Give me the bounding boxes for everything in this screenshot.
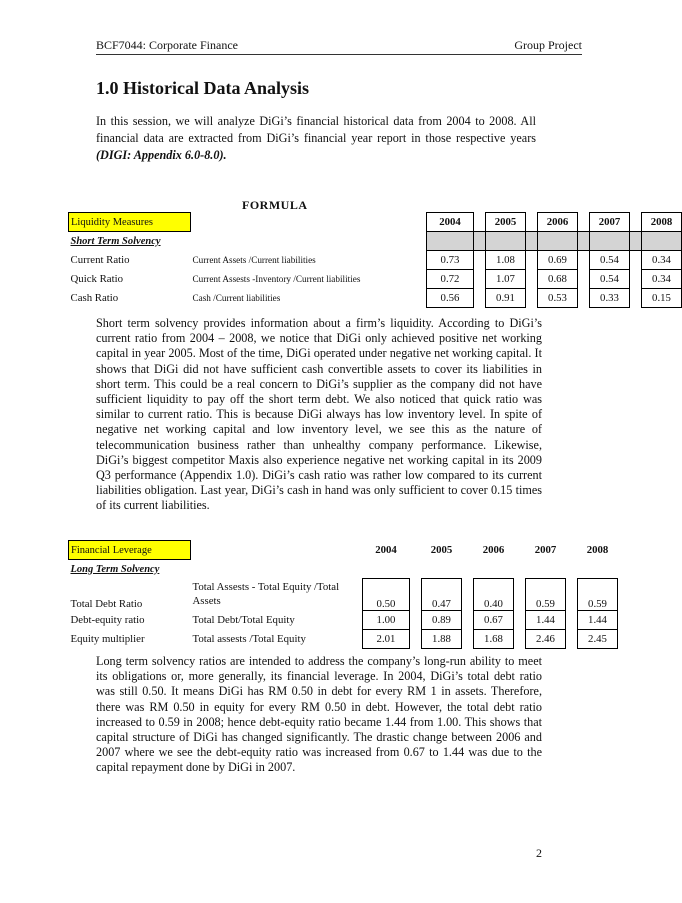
year-header: 2005 <box>430 544 453 556</box>
ratio-formula: Current Assets /Current liabilities <box>192 255 316 265</box>
table-row <box>69 289 682 308</box>
ratio-value: 0.91 <box>486 289 526 308</box>
ratio-formula: Total assests /Total Equity <box>192 632 306 645</box>
ratio-value: 0.50 <box>363 578 410 610</box>
intro-reference: (DIGI: Appendix 6.0-8.0). <box>96 148 227 162</box>
ratio-name: Current Ratio <box>70 254 130 266</box>
header-project: Group Project <box>514 38 582 52</box>
ratio-value: 0.56 <box>427 289 474 308</box>
header-course: BCF7044: Corporate Finance <box>96 38 238 52</box>
section-title: 1.0 Historical Data Analysis <box>96 78 310 98</box>
year-header: 2008 <box>586 544 609 556</box>
ratio-formula: Cash /Current liabilities <box>192 293 281 303</box>
ratio-value: 2.45 <box>578 629 618 648</box>
table-row <box>69 610 618 629</box>
ratio-value: 1.08 <box>486 251 526 270</box>
ratio-value: 1.88 <box>422 629 462 648</box>
ratio-name: Cash Ratio <box>70 292 119 304</box>
ratio-value: 1.68 <box>474 629 514 648</box>
ratio-value: 0.67 <box>474 610 514 629</box>
table-row <box>69 270 682 289</box>
ratio-formula: Total Debt/Total Equity <box>192 613 295 626</box>
ratio-value: 0.69 <box>538 251 578 270</box>
table-row <box>69 629 618 648</box>
ratio-value: 0.89 <box>422 610 462 629</box>
ratio-value: 0.33 <box>590 289 630 308</box>
ratio-value: 0.40 <box>474 578 514 610</box>
ratio-value: 0.73 <box>427 251 474 270</box>
short-term-solvency-paragraph: Short term solvency provides information about a firm’s liquidity. According to DiGi’s current ratio from 2004 – 2008, we notice that DiGi only achieved positive net working capital in year 2005. Most of the time, DiGi operated under negative net working capital. It shows that DiGi did not have sufficient cash convertible assets to cover its liabilities in short term. This could be a real concern to DiGi’s supplier as the company did not have sufficient liquidity to pay off the short term debt. We also noticed that quick ratio was similar to current ratio. This is because DiGi always has low inventory level. In spite of negative net working capital and low inventory level, we see this as the nature of telecommunication business rather than unhealthy company performance. Likewise, DiGi’s biggest competitor Maxis also experience negative net working capital in its 2009 Q3 performance (Appendix 1.0). DiGi’s cash ratio was rather low compared to its current liabilities obligation. Last year, DiGi’s cash in hand was only sufficient to cover 0.15 times of its current liabilities. <box>96 316 542 513</box>
year-header: 2004 <box>375 544 397 556</box>
ratio-name: Quick Ratio <box>70 273 123 285</box>
leverage-table <box>68 540 618 649</box>
page-number: 2 <box>536 846 542 860</box>
ratio-value: 0.15 <box>642 289 682 308</box>
ratio-value: 2.46 <box>526 629 566 648</box>
ratio-value: 2.01 <box>363 629 410 648</box>
ratio-value: 0.59 <box>578 578 618 610</box>
year-header: 2007 <box>534 544 557 556</box>
page-header <box>96 38 582 55</box>
ratio-value: 0.68 <box>538 270 578 289</box>
liquidity-table <box>68 212 682 308</box>
liquidity-subheading-row <box>69 232 682 251</box>
ratio-value: 1.44 <box>578 610 618 629</box>
year-header: 2005 <box>486 213 526 232</box>
table-row <box>69 251 682 270</box>
table-row <box>69 578 618 610</box>
ratio-name: Debt-equity ratio <box>70 613 145 626</box>
ratio-value: 1.44 <box>526 610 566 629</box>
year-header: 2008 <box>642 213 682 232</box>
ratio-value: 0.72 <box>427 270 474 289</box>
ratio-value: 1.07 <box>486 270 526 289</box>
ratio-formula: Total Assests - Total Equity /Total Assets <box>192 581 340 607</box>
liquidity-title: Liquidity Measures <box>69 213 191 232</box>
ratio-value: 0.59 <box>526 578 566 610</box>
leverage-header-row <box>69 541 618 560</box>
year-header: 2004 <box>427 213 474 232</box>
long-term-solvency-label: Long Term Solvency <box>70 563 160 575</box>
ratio-formula: Current Assests -Inventory /Current liabilities <box>192 274 361 284</box>
ratio-name: Total Debt Ratio <box>70 598 143 610</box>
short-term-solvency-label: Short Term Solvency <box>70 235 161 247</box>
ratio-value: 0.54 <box>590 251 630 270</box>
long-term-solvency-paragraph: Long term solvency ratios are intended to address the company’s long-run ability to meet its obligations or, more generally, its financial leverage. In 2004, DiGi’s total debt ratio was still 0.50. It means DiGi has RM 0.50 in debt for every RM 1 in assets. Therefore, there was RM 0.50 in equity for every RM 0.50 in debt. However, the total debt ratio increased to 0.59 in 2008; hence debt-equity ratio became 1.44 from 1.00. This shows that capital structure of DiGi has changed significantly. The drastic change between 2006 and 2007 where we see the debt-equity ratio was increased from 0.67 to 1.44 was due to the capital repayment done by DiGi in 2007. <box>96 654 542 775</box>
year-header: 2006 <box>538 213 578 232</box>
ratio-value: 0.54 <box>590 270 630 289</box>
leverage-title: Financial Leverage <box>69 541 191 560</box>
ratio-value: 0.47 <box>422 578 462 610</box>
intro-text: In this session, we will analyze DiGi’s financial historical data from 2004 to 2008. All financial data are extracted from DiGi’s financial year report in those respective years <box>96 114 536 145</box>
leverage-subheading-row <box>69 560 618 579</box>
ratio-value: 0.34 <box>642 251 682 270</box>
ratio-value: 1.00 <box>363 610 410 629</box>
liquidity-header-row <box>69 213 682 232</box>
ratio-value: 0.34 <box>642 270 682 289</box>
intro-paragraph <box>96 113 536 164</box>
ratio-name: Equity multiplier <box>70 632 145 645</box>
year-header: 2006 <box>482 544 505 556</box>
formula-label: FORMULA <box>242 198 308 212</box>
ratio-value: 0.53 <box>538 289 578 308</box>
year-header: 2007 <box>590 213 630 232</box>
